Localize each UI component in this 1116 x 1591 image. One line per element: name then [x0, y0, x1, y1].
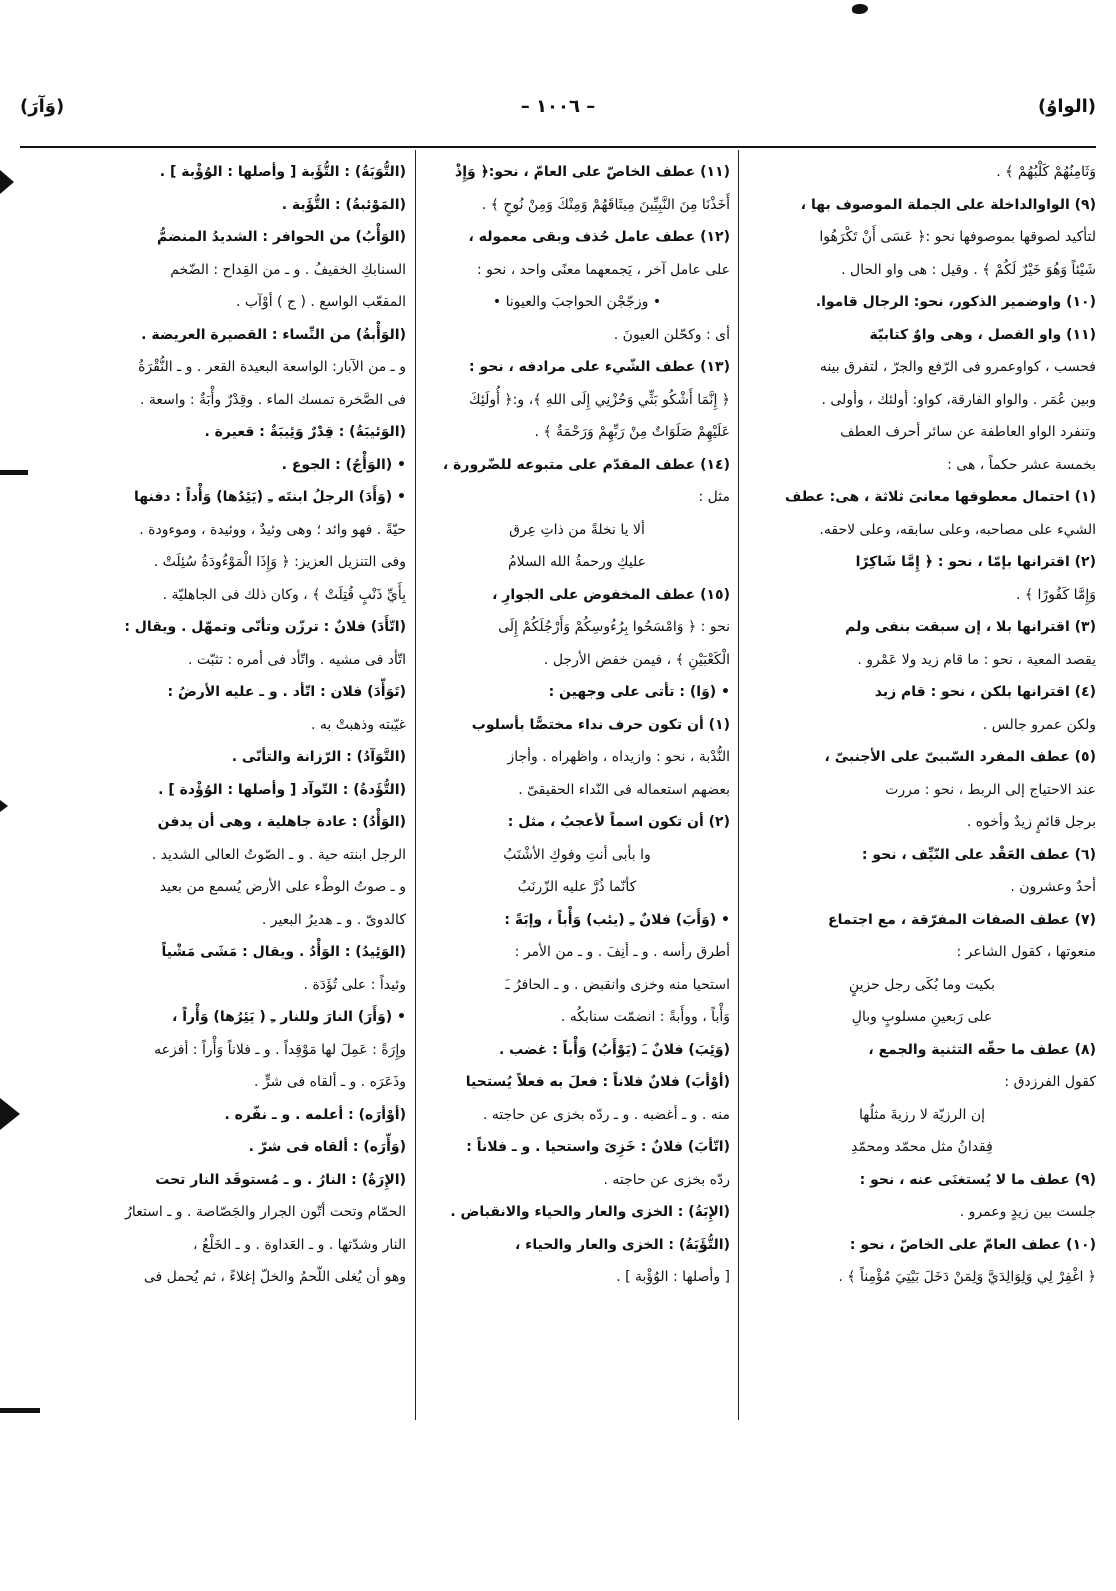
text-line: استحيا منه وخزى وانقبض . و ـ الحافرُ ـَ [505, 976, 730, 993]
text-line: (التُّوَبَةُ) : التُّؤَبة [ وأصلها : الوُؤْبة ] . [159, 164, 406, 180]
text-line: (الإِبَةُ) : الخزى والعار والحياء والانقباض . [450, 1204, 730, 1220]
text-line: الْكَعْبَيْنِ ﴾ ، فيمن خفض الأرجل . [543, 651, 730, 668]
text-line: • (الوَأْجُ) : الجوع . [281, 456, 406, 473]
text-line: (٩) عطف ما لا يُستغنَى عنه ، نحو : [859, 1171, 1096, 1188]
text-line: أحدٌ وعشرون . [1010, 879, 1096, 895]
page-number: – ١٠٠٦ – [520, 96, 596, 117]
text-line: (التُّؤَبَةُ) : الخزى والعار والحياء ، [514, 1236, 730, 1253]
text-line: فى الصَّخرة تمسك الماء . وقِدْرٌ وأْبَةٌ : واسعة . [139, 391, 406, 408]
text-line: جلست بين زيدٍ وعمرو . [959, 1204, 1096, 1220]
text-line: و ـ من الآبار: الواسعة البعيدة القعر . و ـ النُّقْرَةُ [138, 359, 406, 375]
text-line: (١) احتمال معطوفها معانىَ ثلاثة ، هى: عطف [784, 489, 1096, 505]
text-line: كأنّما ذُرَّ عليه الزّرنَبُ [517, 879, 637, 895]
text-line: وَإِمَّا كَفُورًا ﴾ . [1015, 586, 1096, 603]
text-line: • (وَأَرَ) النارَ وللنار ـِ ( يَئِرُها) وَأْراً ، [172, 1009, 406, 1025]
header-entry-guide: (وَآرَ) [20, 96, 65, 117]
text-line: ﴿ اغْفِرْ لِي وَلِوَالِدَيَّ وَلِمَنْ دَخَلَ بَيْتِيَ مُؤْمِناً ﴾ . [838, 1269, 1096, 1285]
text-line: (وَئِبَ) فلانٌ ـَ (يَوْأَبُ) وَأْباً : غضب . [498, 1041, 730, 1058]
text-line: ولكن عمرو جالس . [982, 716, 1096, 733]
margin-mark [0, 800, 8, 812]
text-line: (الوَئِيدُ) : الوَأْدُ . ويقال : مَشَى مَشْياً [161, 944, 406, 960]
text-line: إن الرزيّة لا رزيةَ مثلُها [859, 1106, 985, 1123]
text-line: شَيْئاً وَهُوَ خَيْرٌ لَكُمْ ﴾ . وقيل : هى واو الحال . [841, 261, 1096, 278]
text-line: (١) أن تكون حرف نداء مختصًّا بأسلوب [471, 716, 730, 733]
text-line: أى : وكحّلن العيونَ . [613, 326, 730, 343]
text-line: على عامل آخر ، يَجمعهما معنًى واحد ، نحو : [476, 261, 730, 278]
text-line: وَثَامِنُهُمْ كَلْبُهُمْ ﴾ . [996, 164, 1096, 180]
text-line: (الوَأْبُ) من الحوافر : الشديدُ المنضمُّ [157, 229, 406, 245]
text-line: (١٠) واوضمير الذكور، نحو: الرجال قاموا. [815, 294, 1096, 310]
text-line: (تَوَأّدَ) فلان : اتّأد . و ـ عليه الأرضُ : [167, 684, 406, 700]
text-line: ألا يا نخلةً من ذاتِ عِرق [509, 521, 645, 538]
text-line: (٦) عطف العَقْد على النّيِّف ، نحو : [861, 846, 1096, 863]
text-line: (١٣) عطف الشّيء على مرادفه ، نحو : [468, 359, 730, 375]
text-line: (الإِرَةُ) : النارُ . و ـ مُستوقَد النار تحت [155, 1171, 406, 1188]
text-line: • وزجّجْن الحواجبَ والعيونا • [492, 294, 662, 310]
column-middle [424, 156, 730, 1416]
text-line: بخمسة عشر حكماً ، هى : [947, 456, 1096, 473]
text-line: وَأْباً ، ووأَبةً : انضمّت سنابكُه . [560, 1009, 730, 1025]
text-line: مثل : [698, 489, 730, 505]
text-line: (٧) عطف الصفات المفرّقة ، مع اجتماع [828, 911, 1096, 928]
text-line: (أوْأبَ) فلانٌ فلاناً : فعلَ به فعلاً يُستحيا [465, 1074, 730, 1090]
text-line: حيّةً . فهو وائد ؛ وهى وئيدٌ ، ووئيدة ، وموءودة . [139, 521, 406, 538]
text-line: • (وَا) : تأتى على وجهين : [548, 684, 730, 700]
text-line: (الوَأْبةُ) من النِّساء : القصيرة العريضة . [141, 326, 406, 343]
text-line: وبين عُمَر . والواو الفارقة، كواو: أولئك ، وأولى . [821, 391, 1096, 408]
text-line: (أوْأرَه) : أعلمه . و ـ نفّره . [224, 1106, 406, 1123]
text-line: ردّه بخزى عن حاجته . [603, 1171, 730, 1188]
text-line: (١٠) عطف العامّ على الخاصّ ، نحو : [849, 1236, 1096, 1253]
text-line: وإِرَةً : عَمِلَ لها مَوْقِداً . و ـ فلاناً وَأْراً : أفزعه [154, 1041, 406, 1058]
text-line: (٤) اقترانها بلكن ، نحو : قام زيد [874, 684, 1096, 700]
text-line: وفى التنزيل العزيز: ﴿ وَإِذَا الْمَوْءُودَةُ سُئِلَتْ . [153, 554, 406, 570]
text-line: (١٢) عطف عامل حُذف وبقى معموله ، [468, 229, 730, 245]
top-ink-mark [852, 4, 868, 14]
margin-mark [0, 1098, 20, 1130]
column-left [76, 156, 406, 1416]
text-line: [ وأصلها : الوُؤْبة ] . [616, 1269, 730, 1285]
text-line: برجل قائمٍ زيدٌ وأخوه . [966, 814, 1096, 830]
text-line: (التُّؤَدةُ) : التّوآد [ وأصلها : الوُؤْدة ] . [158, 781, 406, 798]
text-line: الرجل ابنته حية . و ـ الصّوتُ العالى الشديد . [151, 846, 406, 863]
text-line: وتنفرد الواو العاطفة عن سائر أحرف العطف [840, 424, 1096, 440]
text-line: وهو أن يُغلى اللّحمُ والخلّ إغلاءً ، ثم يُحمل فى [143, 1269, 406, 1285]
header-section-title: (الواوُ) [1037, 96, 1096, 117]
header-rule [20, 146, 1096, 148]
text-line: كقول الفرزدق : [1004, 1074, 1096, 1090]
text-line: السنابكِ الخفيفُ . و ـ من القِداح : الضّخم [170, 261, 406, 278]
text-line: (١٥) عطف المخفوض على الجوارِ ، [492, 586, 730, 603]
text-line: (١٤) عطف المقدّم على متبوعه للضّرورة ، [442, 456, 730, 473]
text-line: لتأكيد لصوقها بموصوفها نحو :﴿ عَسَى أَنْ تَكْرَهُوا [819, 229, 1096, 245]
text-line: أَخَذْنَا مِنَ النَّبِيِّينَ مِيثَاقَهُمْ وَمِنْكَ وَمِنْ نُوحٍ ﴾ . [481, 196, 730, 213]
text-line: الحمّام وتحت أتّون الجرار والجَصّاصة . و ـ استعارُ [125, 1204, 406, 1220]
text-line: (٢) أن تكون اسماً لأعجبُ ، مثل : [507, 814, 730, 830]
text-line: منه . و ـ أغضبه . و ـ ردّه بخزى عن حاجته . [482, 1106, 730, 1123]
text-line: • (وَأَبَ) فلانٌ ـِ (يئب) وَأْباً ، وإبَةً : [504, 911, 730, 928]
text-line: على رَبعينِ مسلوبٍ وبالِ [851, 1009, 993, 1025]
text-line: نحو : ﴿ وَامْسَحُوا بِرُءُوسِكُمْ وَأَرْجُلَكُمْ إِلَى [498, 619, 730, 635]
text-line: بِأَيِّ ذَنْبٍ قُتِلَتْ ﴾ ، وكان ذلك فى الجاهليّة . [162, 586, 406, 603]
text-line: (اتّأَدَ) فلانٌ : ترزّن وتأنّى وتمهّل . ويقال : [124, 619, 406, 635]
page-header [20, 96, 1096, 136]
text-line: وذَعَرَه . و ـ ألقاه فى شرٍّ . [254, 1074, 406, 1090]
text-line: (٣) اقترانها بلا ، إن سبقت بنفى ولم [845, 619, 1096, 635]
text-line: و ـ صوتُ الوطْء على الأرض يُسمع من بعيد [159, 879, 406, 895]
text-line: (١١) واو الفصل ، وهى واوٌ كتابيّة [869, 326, 1096, 343]
text-line: يقصد المعية ، نحو : ما قام زيد ولا عَمْرو . [857, 651, 1096, 668]
text-line: كالدوىّ . و ـ هديرُ البعير . [261, 911, 406, 928]
margin-mark [0, 470, 28, 475]
text-line: عند الاحتياج إلى الربط ، نحو : مررت [885, 781, 1096, 798]
text-line: فحسب ، كواوعمرو فى الرّفع والجرّ ، لتفرق بينه [819, 359, 1096, 375]
text-line: (التَّوَآدُ) : الرّزانة والتأنّى . [231, 749, 406, 765]
text-line: (٩) الواوالداخلة على الجملة الموصوف بها ، [800, 196, 1096, 213]
text-line: بعضهم استعماله فى النّداء الحقيقىّ . [518, 781, 730, 798]
column-divider [738, 150, 739, 1420]
text-line: (اتّأبَ) فلانٌ : خَزِىَ واستحيا . و ـ فلاناً : [466, 1139, 730, 1155]
text-line: منعوتها ، كقول الشاعر : [956, 944, 1096, 960]
text-line: الشيء على مصاحبه، وعلى سابقه، وعلى لاحقه. [819, 521, 1096, 538]
margin-mark [0, 170, 14, 194]
text-line: اتّأد فى مشيه . واتّأد فى أمره : تثبّت . [188, 651, 406, 668]
text-line: (الوَئيبَةُ) : قِدْرٌ وَئِيبَةٌ : قعيرة . [204, 424, 406, 440]
text-line: (٥) عطف المفرد السّببىّ على الأجنبىّ ، [824, 749, 1096, 765]
text-line: (المَوْئبةُ) : التُّؤَبة . [281, 196, 406, 213]
text-line: (٨) عطف ما حقّه التثنية والجمع ، [868, 1041, 1096, 1058]
text-line: (١١) عطف الخاصّ على العامّ ، نحو:﴿ وَإِذْ [455, 164, 730, 180]
text-line: وئيداً : على تُؤَدَة . [303, 976, 406, 993]
text-line: عليكِ ورحمةُ الله السلامُ [507, 554, 647, 570]
margin-mark [0, 1408, 40, 1413]
text-line: (الوَأْدُ) : عادة جاهلية ، وهى أن يدفن [157, 814, 406, 830]
text-line: ﴿ إِنَّمَا أَشْكُو بَثِّي وَحُزْنِي إِلَى اللهِ ﴾، و:﴿ أُولَئِكَ [469, 391, 730, 408]
text-line: النُّدْبة ، نحو : وازيداه ، واظهراه . وأجاز [507, 749, 730, 765]
column-divider [415, 150, 416, 1420]
column-right [748, 156, 1096, 1416]
text-line: النار وشدّتها . و ـ العَداوة . و ـ الخَلْعُ ، [192, 1236, 406, 1253]
text-line: أطرق رأسه . و ـ أنِفَ . و ـ من الأمر : [514, 944, 730, 960]
text-line: غيّبته وذهبتْ به . [310, 716, 406, 733]
text-line: المقعّب الواسع . ( ج ) أوْآب . [235, 294, 406, 310]
text-line: فِقدانُ مثل محمّد ومحمّدِ [851, 1139, 993, 1155]
text-line: • (وَأَدَ) الرجلُ ابنتَه ـِ (يَئِدُها) وَأْداً : دفنها [133, 489, 406, 505]
text-line: بكيت وما بُكَى رجل حزينٍ [848, 976, 996, 993]
text-line: (٢) اقترانها بإمّا ، نحو : ﴿ إِمَّا شَاكِرًا [855, 554, 1096, 570]
text-line: وا بأبى أنتِ وفوكِ الأشْنَبُ [503, 846, 651, 863]
text-line: عَلَيْهِمْ صَلَوَاتٌ مِنْ رَبِّهِمْ وَرَحْمَةٌ ﴾ . [534, 424, 730, 440]
text-line: (وَأّرَه) : ألقاه فى شرّ . [248, 1139, 406, 1155]
